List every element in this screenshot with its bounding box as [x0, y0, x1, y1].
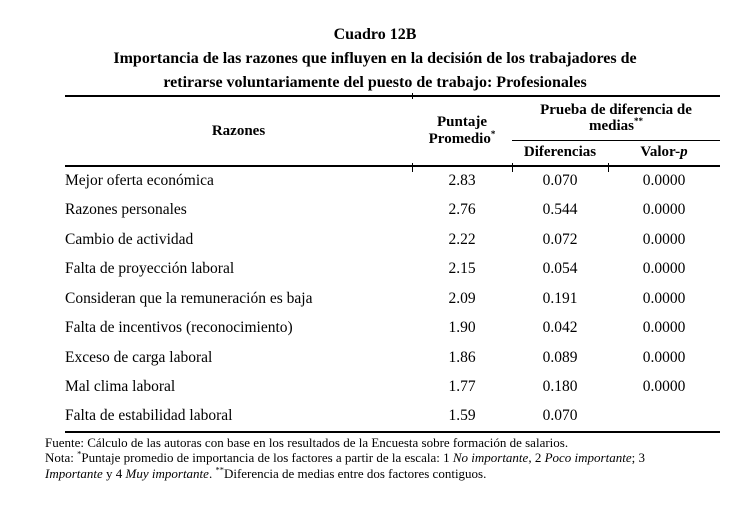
note-sep2: ; 3 — [631, 450, 645, 466]
puntaje-cell: 1.59 — [448, 407, 476, 425]
table-row — [65, 196, 720, 226]
valor-p-cell: 0.0000 — [642, 378, 686, 396]
table-body — [65, 166, 720, 432]
table-title-line1: Importancia de las razones que influyen en la decisión de los trabajadores de — [113, 50, 637, 67]
table-number: Cuadro 12B — [333, 26, 417, 43]
note-scale-1: No importante — [452, 450, 529, 466]
data-table-wrapper — [65, 95, 720, 433]
note-sep4: . — [208, 466, 216, 482]
explanatory-note — [45, 450, 722, 482]
header-prueba-diferencia — [512, 96, 720, 140]
table-row — [65, 225, 720, 255]
diferencia-cell: 0.070 — [542, 407, 578, 425]
column-divider-tick — [412, 93, 413, 99]
table-row — [65, 402, 720, 432]
razon-cell: Mal clima laboral — [65, 378, 176, 396]
header-puntaje-line1: Puntaje — [437, 114, 487, 130]
table-row — [65, 343, 720, 373]
header-valor-prefix: Valor- — [640, 144, 681, 161]
header-diferencias-label: Diferencias — [523, 144, 597, 161]
razon-cell: Razones personales — [65, 201, 187, 219]
puntaje-cell: 1.90 — [448, 319, 476, 337]
puntaje-footnote-marker: * — [490, 129, 496, 139]
column-divider-tick — [412, 163, 413, 172]
razon-cell: Falta de incentivos (reconocimiento) — [65, 319, 293, 337]
razon-cell: Falta de estabilidad laboral — [65, 407, 233, 425]
puntaje-cell: 2.15 — [448, 260, 476, 278]
note-scale-2: Poco importante — [544, 450, 632, 466]
puntaje-cell: 2.22 — [448, 230, 476, 248]
diferencia-cell: 0.089 — [542, 348, 578, 366]
razon-cell: Exceso de carga laboral — [65, 348, 213, 366]
razon-cell: Consideran que la remuneración es baja — [65, 289, 313, 307]
table-title-block — [0, 0, 750, 95]
razon-cell: Falta de proyección laboral — [65, 260, 235, 278]
header-prueba-line1: Prueba de diferencia de — [540, 102, 692, 119]
valor-p-cell: 0.0000 — [642, 289, 686, 307]
note-sep1: , 2 — [528, 450, 545, 466]
table-row — [65, 314, 720, 344]
table-notes — [45, 435, 722, 482]
prueba-footnote-marker: ** — [634, 116, 643, 127]
note-label: Nota: — [45, 450, 78, 466]
table-row — [65, 166, 720, 196]
column-divider-tick — [512, 163, 513, 172]
valor-p-cell: 0.0000 — [642, 348, 686, 366]
header-diferencias — [512, 140, 608, 166]
puntaje-cell: 2.76 — [448, 201, 476, 219]
puntaje-cell: 2.83 — [412, 166, 512, 196]
note-sep3: y 4 — [102, 466, 126, 482]
diferencia-cell: 0.042 — [542, 319, 578, 337]
diferencia-cell: 0.544 — [542, 201, 578, 219]
data-table — [65, 95, 720, 433]
puntaje-cell: 2.09 — [448, 289, 476, 307]
diferencia-cell: 0.070 — [512, 166, 608, 196]
header-valor-p — [608, 140, 720, 166]
diferencia-cell: 0.054 — [542, 260, 578, 278]
razon-cell: Cambio de actividad — [65, 230, 194, 248]
note-star2: ** — [215, 464, 224, 475]
table-row — [65, 373, 720, 403]
header-prueba-line2: medias — [589, 118, 634, 135]
header-valor-p-italic: p — [680, 144, 688, 161]
header-row-top — [65, 96, 720, 140]
table-header — [65, 96, 720, 166]
table-row — [65, 255, 720, 285]
valor-p-cell: 0.0000 — [642, 201, 686, 219]
valor-p-cell: 0.0000 — [608, 166, 720, 196]
diferencia-cell: 0.180 — [542, 378, 578, 396]
header-puntaje-line2: Promedio — [428, 131, 491, 147]
valor-p-cell: 0.0000 — [642, 260, 686, 278]
diferencia-cell: 0.191 — [542, 289, 578, 307]
table-row — [65, 284, 720, 314]
note-scale-4: Muy importante — [125, 466, 209, 482]
table-title-line2: retirarse voluntariamente del puesto de trabajo: Profesionales — [163, 74, 587, 91]
valor-p-cell: 0.0000 — [642, 230, 686, 248]
puntaje-cell: 1.86 — [448, 348, 476, 366]
diferencia-cell: 0.072 — [542, 230, 578, 248]
razon-cell: Mejor oferta económica — [65, 166, 412, 196]
note-star1: * — [77, 448, 82, 459]
column-divider-tick — [608, 163, 609, 172]
source-note: Fuente: Cálculo de las autoras con base en los resultados de la Encuesta sobre formación de salarios. — [45, 434, 569, 450]
header-puntaje-promedio — [412, 96, 512, 166]
valor-p-cell — [608, 402, 720, 432]
note-part2: Diferencia de medias entre dos factores contiguos. — [223, 466, 487, 482]
puntaje-cell: 1.77 — [448, 378, 476, 396]
note-part1: Puntaje promedio de importancia de los factores a partir de la escala: 1 — [81, 450, 453, 466]
valor-p-cell: 0.0000 — [642, 319, 686, 337]
header-razones-label: Razones — [211, 122, 266, 139]
header-razones — [65, 96, 412, 166]
note-scale-3: Importante — [45, 466, 103, 482]
